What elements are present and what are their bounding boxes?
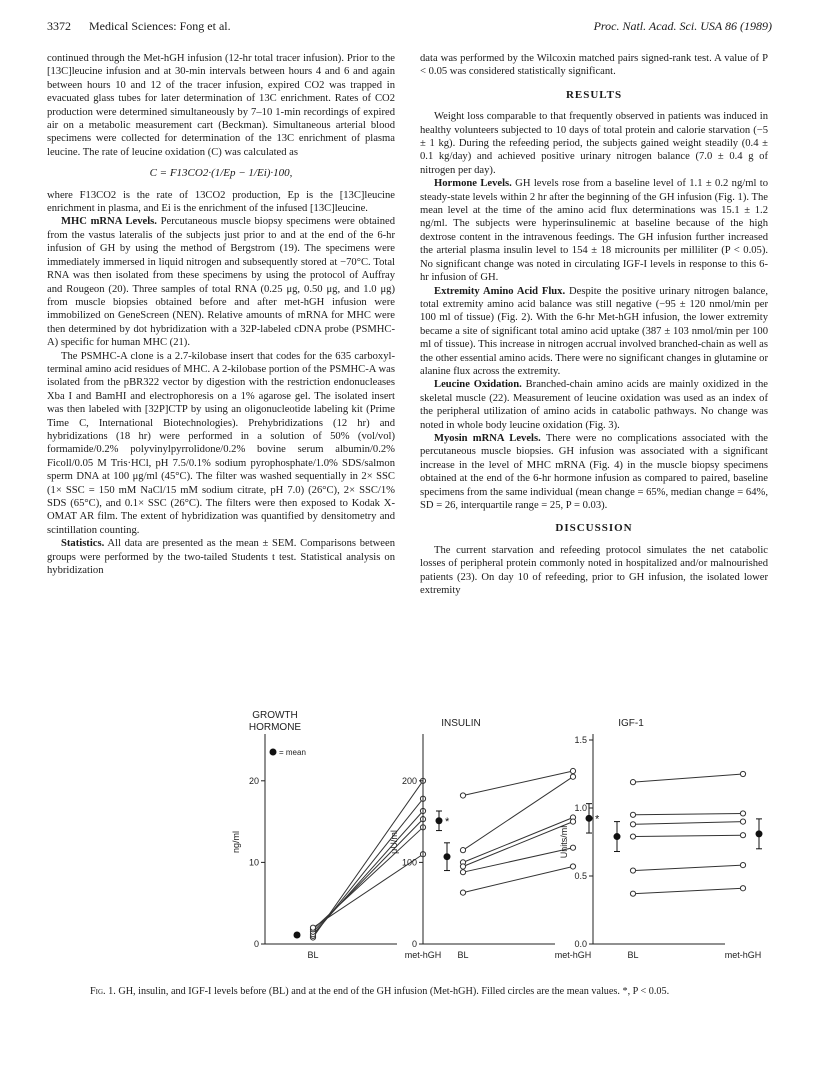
paragraph — [420, 378, 768, 432]
left-column — [47, 52, 395, 577]
paragraph: data was performed by the Wilcoxin matched pairs signed-rank test. A value of P < 0.05 was considered statistically significant. — [420, 53, 768, 78]
caption-label: Fig. 1. — [90, 986, 116, 997]
subject-point — [630, 812, 635, 817]
subject-line — [463, 771, 573, 795]
subject-point — [740, 833, 745, 838]
y-tick-label: 0 — [411, 939, 417, 949]
run-in-heading: MHC mRNA Levels. — [61, 216, 157, 228]
x-tick-label: met-hGH — [404, 950, 442, 960]
subject-point — [740, 819, 745, 824]
y-tick-label: 20 — [248, 775, 259, 786]
caption-text: GH, insulin, and IGF-I levels before (BL) and at the end of the GH infusion (Met-hGH). Filled circles are the mean values. *, P < 0.05. — [115, 986, 670, 997]
paragraph — [420, 285, 768, 379]
subject-line — [633, 888, 743, 893]
paragraph-text: All data are presented as the mean ± SEM. Comparisons between groups were performed by the two-tailed Students t test. Statistical analysis on hybridization — [47, 538, 395, 577]
subject-point — [570, 819, 575, 824]
subject-line — [463, 866, 573, 892]
subject-line — [633, 835, 743, 836]
y-tick-label: 200 — [401, 775, 417, 786]
subject-point — [630, 822, 635, 827]
subject-line — [633, 865, 743, 870]
y-tick-label: 1.0 — [574, 803, 587, 813]
subject-line — [633, 822, 743, 825]
run-in-heading: Myosin mRNA Levels. — [434, 432, 541, 444]
subject-point — [630, 780, 635, 785]
paragraph — [420, 177, 768, 284]
page-number: 3372 — [47, 19, 71, 33]
paragraph-text: Percutaneous muscle biopsy specimens were obtained from the vastus lateralis of the subjects just prior to and at the end of the 6-hr infusion of GH by using the method of Bergstrom (19). The specimens were immediately immersed in liquid nitrogen and subsequently stored at −70°C. Total RNA was then isolated from these specimens by using the protocol of Auffray and Rougeon (20). Three samples of total RNA (0.25 μg, 0.50 μg, and 1.0 μg) from muscle biopsies obtained before and after met-hGH infusion were immobilized on GeneScreen (NEN). Relative amounts of mRNA for MHC were then determined by dot hybridization with a 32P-labeled cDNA probe (PSMHC-A) specific for human MHC (21). — [47, 216, 395, 349]
chart-title: INSULIN — [441, 718, 481, 729]
significance-marker: * — [595, 813, 600, 826]
mean-marker — [294, 932, 301, 939]
running-header — [47, 19, 772, 37]
paragraph-text: Despite the positive urinary nitrogen balance, total extremity amino acid balance was still negative (−95 ± 120 nmol/min per 100 ml of tissue) (Fig. 2). With the 6-hr Met-hGH infusion, the lower extremity became a site of significant total amino acid uptake (387 ± 103 nmol/min per 100 ml of tissue). This increase in nitrogen accrual involved branched-chain as well as the other essential amino acids. There were no significant changes in glutamine or alanine flux across the extremity. — [420, 285, 768, 377]
subject-point — [570, 864, 575, 869]
y-tick-label: 0.0 — [574, 939, 587, 949]
subject-point — [740, 771, 745, 776]
mean-marker — [756, 830, 763, 837]
run-in-heading: Leucine Oxidation. — [434, 379, 522, 391]
discussion-heading: DISCUSSION — [555, 522, 633, 535]
y-tick-label: 100 — [401, 857, 417, 868]
subject-point — [460, 864, 465, 869]
right-column — [420, 52, 768, 597]
paragraph — [47, 537, 395, 577]
chart-title: IGF-1 — [618, 718, 644, 729]
subject-point — [630, 891, 635, 896]
leucine-oxidation-formula: C = F13CO2·(1/Ep − 1/Ei)·100, — [149, 167, 293, 180]
subject-line — [313, 827, 423, 929]
subject-point — [740, 886, 745, 891]
paragraph — [47, 215, 395, 349]
run-in-heading: Hormone Levels. — [434, 178, 512, 190]
x-tick-label: BL — [307, 950, 319, 960]
subject-point — [570, 774, 575, 779]
y-tick-label: 1.5 — [574, 735, 587, 745]
y-axis-label: μU/ml — [389, 830, 399, 854]
subject-point — [630, 868, 635, 873]
subject-line — [313, 819, 423, 932]
paragraph-text: There were no complications associated with the percutaneous muscle biopsies. GH infusion was associated with a significant increase in the level of MHC mRNA (Fig. 4) in the muscle biopsy specimens obtained at the end of the 6-hr hormone infusion as compared to paired, baseline specimens from the same individual (mean change = 65%, median change = 64%, SD = 26, interquartile range = 25, P = 0.03). — [420, 432, 768, 511]
chart-title: GROWTH — [252, 710, 298, 721]
subject-point — [630, 834, 635, 839]
results-heading: RESULTS — [565, 88, 623, 101]
paragraph: The PSMHC-A clone is a 2.7-kilobase insert that codes for the 635 carboxyl-terminal amino acid residues of MHC. A 2-kilobase portion of the PSMHC-A was isolated from the pBR322 vector by digestion with the restriction endonucleases Xba I and BamHI and electrophoresis on a 1% agarose gel. The isolated insert was then labeled with [32P]CTP by using an oligonucleotide labeling kit (Prime Time C, International Biotechnologies). Prehybridizations (12 hr) and hybridizations (18 hr) were performed in a solution of 50% (vol/vol) formamide/0.2% polyvinylpyrrolidone/0.2% bovine serum albumin/0.2% Ficoll/0.05 M Tris·HCl, pH 7.5/0.1% sodium pyrophosphate/1.0% SDS/salmon sperm DNA at 100 μg/ml (45°C). The filter was washed sequentially in 2× SSC (1× SSC = 150 mM NaCl/15 mM sodium citrate, pH 7.0) (26°C), 2× SSC/1% SDS (65°C), and 0.1× SSC (26°C). The filters were then exposed to Kodak X-OMAT AR film. The extent of hybridization was quantified by densitometry and scintillation counting. — [47, 350, 395, 536]
y-tick-label: 10 — [248, 857, 259, 868]
subject-point — [460, 870, 465, 875]
chart-panel-1 — [231, 710, 450, 960]
paragraph: continued through the Met-hGH infusion (12-hr total tracer infusion). Prior to the [13C]leucine infusion and at 30-min intervals between hours 4 and 6 and again between hours 10 and 12 of the tracer infusion, expired CO2 was trapped in evacuated glass tubes for later determination of 13C enrichment. Rates of CO2 production were determined simultaneously by 7–10 1-min recordings of expired air on a metabolic measurement cart (Beckman). Simultaneous arterial blood specimens were collected for determination of the 13C enrichment of plasma leucine. The rate of leucine oxidation (C) was calculated as — [47, 53, 395, 158]
y-tick-label: 0 — [253, 939, 259, 949]
run-in-heading: Statistics. — [61, 538, 105, 550]
mean-marker — [444, 853, 451, 860]
paragraph: where F13CO2 is the rate of 13CO2 production, Ep is the [13C]leucine enrichment in plasma, and Ei is the enrichment of the infused [13C]leucine. — [47, 189, 395, 215]
figure-1 — [195, 708, 775, 978]
subject-line — [633, 813, 743, 814]
subject-line — [313, 811, 423, 934]
subject-point — [460, 890, 465, 895]
figure-caption — [90, 985, 780, 998]
mean-marker — [436, 817, 443, 824]
subject-line — [633, 774, 743, 782]
chart-title: HORMONE — [248, 722, 302, 733]
mean-marker — [614, 833, 621, 840]
subject-line — [463, 777, 573, 850]
mean-marker — [586, 815, 593, 822]
subject-line — [463, 818, 573, 863]
subject-point — [740, 863, 745, 868]
significance-marker: * — [445, 815, 450, 828]
legend-mean-marker — [270, 749, 277, 756]
x-tick-label: BL — [457, 950, 469, 960]
paragraph — [420, 432, 768, 512]
subject-point — [570, 768, 575, 773]
y-tick-label: 0.5 — [574, 871, 587, 881]
paragraph-text: GH levels rose from a baseline level of 1.1 ± 0.2 ng/ml to steady-state levels within 2 hr after the beginning of the GH infusion (Fig. 1). The mean level at the time of the amino acid flux determinations was 15.1 ± 1.2 ng/ml. The subjects were hyperinsulinemic at baseline because of the high dextrose content in the intravenous feedings. The GH infusion further increased the arterial plasma insulin level to 154 ± 18 microunits per milliliter (P < 0.05). No significant change was noted in circulating IGF-I levels in response to this 6-hr infusion of GH. — [420, 178, 768, 284]
paragraph-text: Branched-chain amino acids are mainly oxidized in the skeletal muscle (22). Measurement of leucine oxidation was used as an index of the peripheral utilization of amino acids in catabolic pathways. No change was noted in whole body leucine oxidation (Fig. 3). — [420, 379, 768, 431]
x-tick-label: met-hGH — [554, 950, 592, 960]
subject-point — [310, 925, 315, 930]
y-axis-label: Units/ml — [559, 825, 569, 859]
section-authors: Medical Sciences: Fong et al. — [89, 19, 231, 33]
journal-citation: Proc. Natl. Acad. Sci. USA 86 (1989) — [593, 19, 772, 33]
subject-point — [460, 848, 465, 853]
x-tick-label: met-hGH — [724, 950, 762, 960]
paragraph: Weight loss comparable to that frequently observed in patients was induced in healthy volunteers subjected to 10 days of total protein and calorie starvation (−5 ± 1 kg). During the refeeding period, the subjects gained weight steadily (0.4 ± 0.1 kg/day) and achieved positive urinary nitrogen balance (7.0 ± 0.4 g of nitrogen per day). — [420, 111, 768, 176]
x-tick-label: BL — [627, 950, 639, 960]
figure-1-charts — [195, 708, 775, 978]
run-in-heading: Extremity Amino Acid Flux. — [434, 285, 566, 297]
y-axis-label: ng/ml — [231, 830, 241, 854]
subject-point — [570, 845, 575, 850]
subject-point — [740, 811, 745, 816]
chart-panel-3 — [559, 718, 763, 960]
legend-label: = mean — [279, 748, 306, 757]
paragraph: The current starvation and refeeding protocol simulates the net catabolic losses of peripheral protein commonly noted in hospitalized and/or malnourished patients (23). On day 10 of refeeding, prior to GH infusion, the isolated lower extremity — [420, 544, 768, 597]
subject-point — [460, 793, 465, 798]
